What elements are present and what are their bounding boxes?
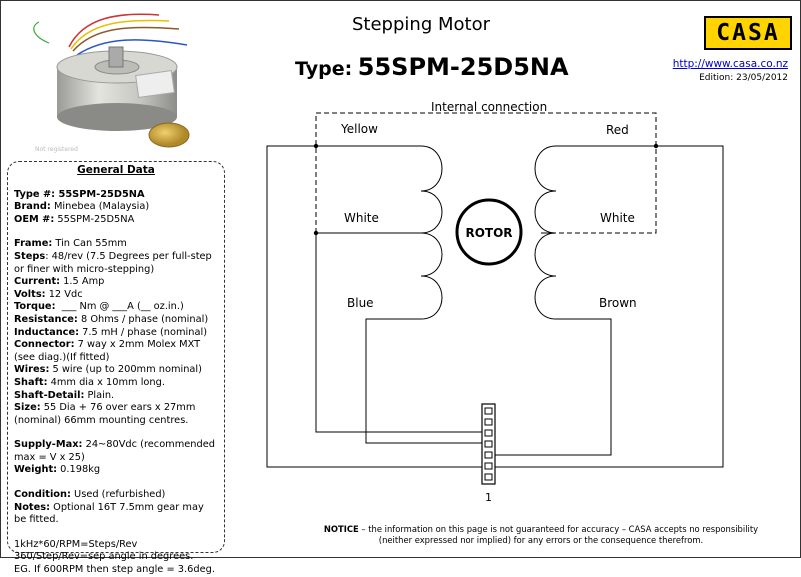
general-data-value: 1.5 Amp <box>60 276 105 288</box>
general-data-row <box>14 289 218 302</box>
general-data-row <box>14 339 218 364</box>
general-data-label: Supply-Max: <box>14 439 83 451</box>
general-data-row <box>14 539 218 552</box>
wire-label-white-right: White <box>600 211 635 225</box>
general-data-label: Frame: <box>14 238 53 250</box>
left-coil <box>421 146 442 319</box>
general-data-label: Current: <box>14 276 61 288</box>
general-data-label: Type #: <box>14 188 56 200</box>
spacer <box>14 226 218 238</box>
general-data-row <box>14 390 218 403</box>
general-data-label: Volts: <box>14 288 46 300</box>
general-data-row <box>14 364 218 377</box>
general-data-value: Minebea (Malaysia) <box>50 201 150 213</box>
general-data-label: OEM #: <box>14 213 55 225</box>
general-data-row <box>14 377 218 390</box>
general-data-value: 4mm dia x 10mm long. <box>47 376 165 388</box>
general-data-label: Shaft-Detail: <box>14 389 85 401</box>
general-data-row <box>14 314 218 327</box>
general-data-value: : 48/rev (7.5 Degrees per full-step or finer with micro-stepping) <box>14 250 215 275</box>
general-data-value: 55SPM-25D5NA <box>55 188 145 200</box>
general-data-heading: General Data <box>77 164 155 176</box>
general-data-value: 5 wire (up to 200mm nominal) <box>49 364 202 376</box>
general-data-row <box>14 327 218 340</box>
wiring-diagram <box>256 93 756 503</box>
general-data-value: 55SPM-25D5NA <box>54 213 135 225</box>
general-data-row <box>14 402 218 427</box>
general-data-row <box>14 564 218 577</box>
page-title: Stepping Motor <box>352 14 490 35</box>
type-value: 55SPM-25D5NA <box>357 53 569 81</box>
general-data-value: 360/Step/Rev=sep angle in degrees. <box>14 551 194 563</box>
notice-line2: (neither expressed nor implied) for any errors or the consequence therefrom. <box>378 535 704 545</box>
connector-pins <box>485 408 492 480</box>
wire-label-white-left: White <box>344 211 379 225</box>
general-data-row <box>14 276 218 289</box>
general-data-row <box>14 489 218 502</box>
general-data-value: 7 way x 2mm Molex MXT (see diag.)(If fitted) <box>14 339 204 363</box>
general-data-value: 24~80Vdc (recommended max = V x 25) <box>14 439 219 463</box>
internal-connection-label: Internal connection <box>431 100 548 114</box>
general-data-value: Used (refurbished) <box>70 489 166 501</box>
spacer <box>14 427 218 439</box>
logo-text: CASA <box>716 20 780 46</box>
general-data-row <box>14 214 218 227</box>
type-label: Type: <box>295 58 353 80</box>
notice-line1: – the information on this page is not guaranteed for accuracy – CASA accepts no responsibility <box>358 524 759 534</box>
general-data-label: Wires: <box>14 364 50 376</box>
general-data-value: 1kHz*60/RPM=Steps/Rev <box>14 538 138 550</box>
general-data-value: 8 Ohms / phase (nominal) <box>77 313 209 325</box>
general-data-value: Plain. <box>84 389 115 401</box>
connector-pin-label: 1 <box>485 491 492 504</box>
general-data-list <box>14 189 218 577</box>
wire-label-brown: Brown <box>599 296 637 310</box>
general-data-label: Brand: <box>14 201 51 213</box>
motor-photo <box>9 7 219 157</box>
spacer <box>14 477 218 489</box>
spacer <box>14 527 218 539</box>
general-data-row <box>14 251 218 276</box>
general-data-value: 55 Dia + 76 over ears x 27mm (nominal) 66mm mounting centres. <box>14 402 199 426</box>
website-link[interactable]: http://www.casa.co.nz <box>672 58 788 70</box>
general-data-value: 12 Vdc <box>45 288 83 300</box>
general-data-label: Notes: <box>14 501 51 513</box>
notice-bold: NOTICE <box>323 524 359 534</box>
general-data-label: Connector: <box>14 339 75 351</box>
wire-label-blue: Blue <box>347 296 374 310</box>
type-heading <box>295 53 569 81</box>
general-data-row <box>14 502 218 527</box>
general-data-value: Tin Can 55mm <box>52 238 127 250</box>
general-data-value: Optional 16T 7.5mm gear may be fitted. <box>14 501 207 526</box>
general-data-panel <box>7 161 225 576</box>
general-data-value: 7.5 mH / phase (nominal) <box>79 326 208 338</box>
general-data-label: Torque: <box>14 301 56 313</box>
notice-text <box>291 524 791 546</box>
general-data-value: EG. If 600RPM then step angle = 3.6deg. <box>14 564 215 576</box>
edition-date: Edition: 23/05/2012 <box>699 73 788 83</box>
general-data-label: Resistance: <box>14 313 78 325</box>
photo-watermark: Not registered <box>35 146 78 153</box>
general-data-label: Condition: <box>14 489 71 501</box>
general-data-label: Weight: <box>14 464 58 476</box>
general-data-label: Size: <box>14 402 41 414</box>
general-data-row <box>14 238 218 251</box>
wire-label-red: Red <box>606 123 629 137</box>
rotor-label: ROTOR <box>465 226 513 240</box>
general-data-row <box>14 464 218 477</box>
general-data-value: 0.198kg <box>57 464 101 476</box>
general-data-label: Inductance: <box>14 326 80 338</box>
general-data-label: Steps <box>14 250 46 262</box>
general-data-row <box>14 189 218 202</box>
wire-label-yellow: Yellow <box>341 122 378 136</box>
general-data-row <box>14 301 218 314</box>
casa-logo <box>704 16 792 50</box>
general-data-row <box>14 201 218 214</box>
general-data-label: Shaft: <box>14 376 48 388</box>
general-data-value: ___ Nm @ ___A (__ oz.in.) <box>55 301 184 313</box>
general-data-row <box>14 551 218 564</box>
general-data-row <box>14 439 218 464</box>
